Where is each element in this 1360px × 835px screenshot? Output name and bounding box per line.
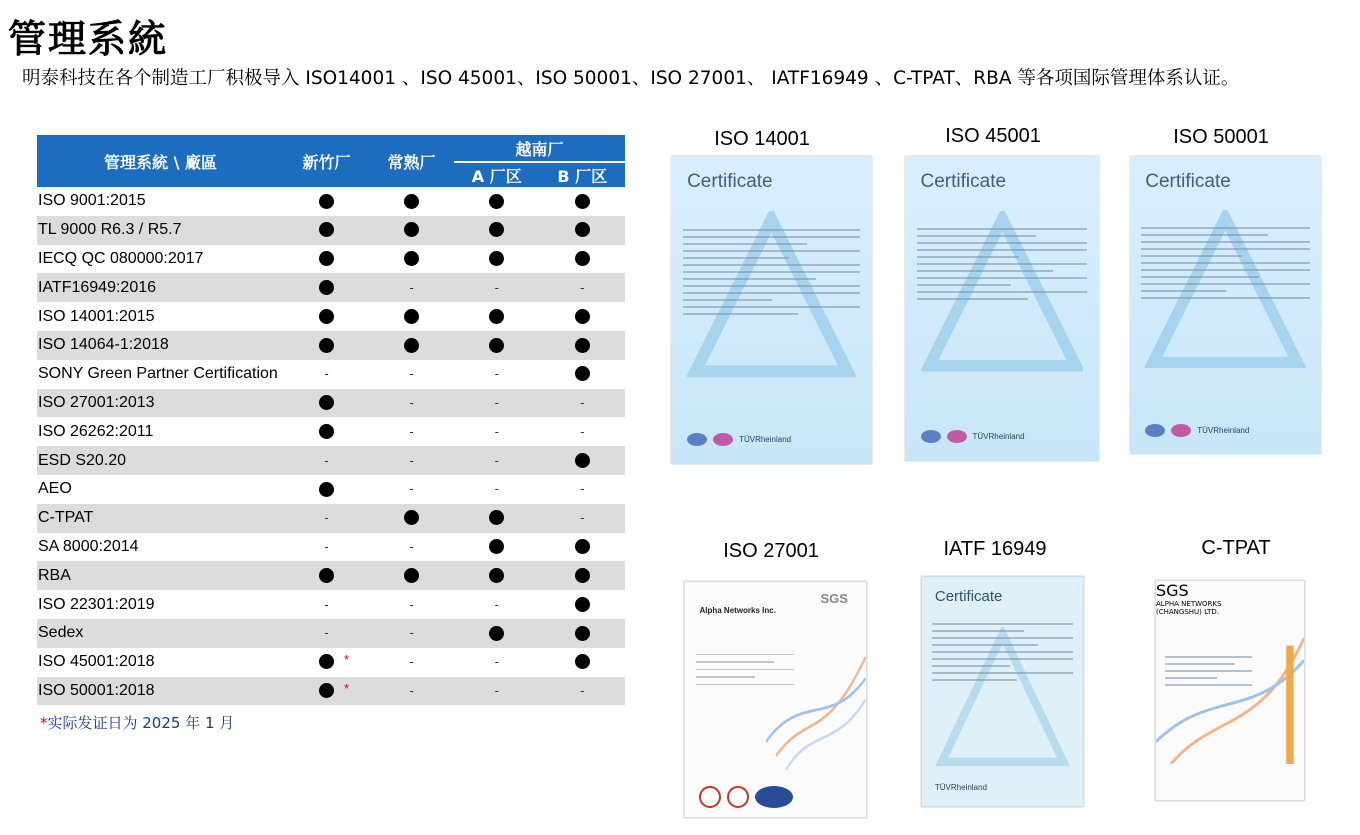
- footnote-star: *: [40, 714, 48, 732]
- certified-dot-icon: [575, 654, 590, 669]
- certified-dot-icon: [489, 338, 504, 353]
- row-system-name: ISO 9001:2015: [38, 192, 146, 210]
- cell-changshu: [369, 533, 454, 562]
- not-applicable-mark: -: [324, 625, 329, 641]
- cell-zone-a: [454, 677, 540, 706]
- cell-zone-a: [454, 590, 540, 619]
- not-applicable-mark: -: [409, 538, 414, 554]
- cell-zone-a: [454, 648, 540, 677]
- certified-dot-icon: [404, 338, 419, 353]
- certified-dot-icon: [575, 626, 590, 641]
- row-system-name: ISO 45001:2018: [38, 653, 155, 671]
- cell-zone-b: [540, 619, 626, 648]
- tuv-brand: TÜVRheinland: [972, 432, 1025, 442]
- cell-changshu: [369, 302, 454, 331]
- cell-zone-b: [540, 648, 626, 677]
- cell-hsinchu: [284, 677, 369, 706]
- cert-label-iso14001: ISO 14001: [714, 128, 810, 150]
- cell-changshu: [369, 446, 454, 475]
- not-applicable-mark: -: [324, 452, 329, 468]
- table-row: [37, 504, 625, 533]
- cell-hsinchu: [284, 475, 369, 504]
- table-row: [37, 245, 625, 274]
- certificate-holder: ALPHA NETWORKS (CHANGSHU) LTD.: [1156, 600, 1222, 616]
- footnote-star-mark: *: [344, 680, 350, 696]
- cell-zone-b: [540, 302, 626, 331]
- row-system-name: ISO 26262:2011: [38, 422, 154, 440]
- not-applicable-mark: -: [494, 394, 499, 410]
- taf-seal-icon: [947, 430, 967, 443]
- certified-dot-icon: [489, 510, 504, 525]
- certified-dot-icon: [319, 338, 334, 353]
- not-applicable-mark: -: [580, 481, 585, 497]
- certification-table: [37, 135, 625, 705]
- not-applicable-mark: -: [409, 452, 414, 468]
- certified-dot-icon: [575, 251, 590, 266]
- iaf-seal-icon: [921, 430, 941, 443]
- not-applicable-mark: -: [324, 510, 329, 526]
- table-row: [37, 648, 625, 677]
- certified-dot-icon: [319, 309, 334, 324]
- table-row: [37, 389, 625, 418]
- certified-dot-icon: [319, 654, 334, 669]
- cell-changshu: [369, 475, 454, 504]
- cell-changshu: [369, 187, 454, 216]
- cell-zone-a: [454, 475, 540, 504]
- certificate-image-iso45001: [905, 156, 1099, 461]
- certified-dot-icon: [319, 568, 334, 583]
- certified-dot-icon: [404, 309, 419, 324]
- cell-hsinchu: [284, 619, 369, 648]
- page-title: 管理系統: [8, 17, 169, 61]
- taf-seal-icon: [713, 433, 733, 446]
- certified-dot-icon: [319, 395, 334, 410]
- row-system-name: IATF16949:2016: [37, 273, 284, 302]
- header-system-site: 管理系統 \ 廠區: [37, 135, 284, 187]
- not-applicable-mark: -: [580, 510, 585, 526]
- not-applicable-mark: -: [409, 654, 414, 670]
- certificate-heading: Certificate: [934, 588, 1003, 606]
- cell-zone-b: [540, 590, 626, 619]
- cell-hsinchu: [284, 648, 369, 677]
- table-row: [37, 417, 625, 446]
- cell-hsinchu: [284, 302, 369, 331]
- row-system-name: SONY Green Partner Certification: [38, 365, 278, 383]
- certified-dot-icon: [404, 222, 419, 237]
- row-system-name: ISO 27001:2013: [37, 389, 284, 418]
- certified-dot-icon: [575, 597, 590, 612]
- not-applicable-mark: -: [494, 481, 499, 497]
- not-applicable-mark: -: [409, 682, 414, 698]
- cell-hsinchu: [284, 273, 369, 302]
- footnote-text: 实际发证日为 2025 年 1 月: [47, 714, 235, 732]
- table-row: [37, 590, 625, 619]
- not-applicable-mark: -: [409, 481, 414, 497]
- cell-zone-b: [540, 273, 626, 302]
- table-row: [37, 216, 625, 245]
- cell-zone-a: [454, 360, 540, 389]
- cell-changshu: [369, 561, 454, 590]
- certificate-image-ctpat: [1155, 580, 1305, 801]
- cell-zone-a: [454, 417, 540, 446]
- footnote-star-mark: *: [344, 651, 350, 667]
- table-row: [37, 533, 625, 562]
- not-applicable-mark: -: [409, 279, 414, 295]
- certified-dot-icon: [319, 194, 334, 209]
- certified-dot-icon: [489, 568, 504, 583]
- cell-zone-b: [540, 417, 626, 446]
- tuv-brand: TÜVRheinland: [1197, 425, 1250, 435]
- row-system-name: ISO 14064-1:2018: [37, 331, 284, 360]
- cell-changshu: [369, 389, 454, 418]
- certified-dot-icon: [489, 194, 504, 209]
- cell-hsinchu: [284, 590, 369, 619]
- cell-changshu: [369, 360, 454, 389]
- cell-hsinchu: [284, 417, 369, 446]
- certified-dot-icon: [489, 539, 504, 554]
- cell-zone-a: [454, 245, 540, 274]
- table-row: [37, 187, 625, 216]
- cell-zone-a: [454, 216, 540, 245]
- certified-dot-icon: [489, 222, 504, 237]
- certified-dot-icon: [489, 626, 504, 641]
- cert-label-iatf16949: IATF 16949: [943, 538, 1047, 560]
- row-system-name: AEO: [38, 480, 72, 498]
- cell-changshu: [369, 273, 454, 302]
- row-system-name: SA 8000:2014: [38, 537, 139, 555]
- header-hsinchu: 新竹厂: [284, 135, 369, 187]
- certificate-heading: Certificate: [1145, 170, 1231, 192]
- certified-dot-icon: [575, 222, 590, 237]
- table-row: [37, 677, 625, 706]
- footnote: [40, 712, 234, 733]
- certificate-image-iso50001: [1130, 156, 1321, 454]
- certificate-heading: Certificate: [920, 171, 1007, 193]
- cell-zone-a: [454, 504, 540, 533]
- row-system-name: ISO 22301:2019: [38, 595, 155, 613]
- certified-dot-icon: [575, 539, 590, 554]
- certified-dot-icon: [319, 482, 334, 497]
- row-system-name: C-TPAT: [37, 504, 284, 533]
- not-applicable-mark: -: [409, 596, 414, 612]
- cell-changshu: [369, 619, 454, 648]
- cell-zone-b: [540, 216, 626, 245]
- cert-label-iso45001: ISO 45001: [945, 125, 1041, 147]
- cell-changshu: [369, 331, 454, 360]
- not-applicable-mark: -: [324, 596, 329, 612]
- not-applicable-mark: -: [324, 538, 329, 554]
- cell-zone-a: [454, 561, 540, 590]
- not-applicable-mark: -: [580, 682, 585, 698]
- cert-label-iso50001: ISO 50001: [1173, 126, 1269, 148]
- ukas-badge-icon: [699, 786, 721, 808]
- certified-dot-icon: [319, 683, 334, 698]
- row-system-name: IECQ QC 080000:2017: [38, 249, 204, 267]
- iaf-seal-icon: [687, 433, 707, 446]
- row-system-name: TL 9000 R6.3 / R5.7: [37, 216, 284, 245]
- table-row: [37, 475, 625, 504]
- table-row: [37, 331, 625, 360]
- header-zone-b: B 厂区: [540, 162, 626, 187]
- cell-hsinchu: [284, 187, 369, 216]
- certified-dot-icon: [319, 222, 334, 237]
- certified-dot-icon: [575, 309, 590, 324]
- cell-changshu: [369, 504, 454, 533]
- certificate-heading: Certificate: [687, 171, 773, 193]
- header-zone-a: A 厂区: [454, 162, 540, 187]
- table-row: [37, 561, 625, 590]
- cell-zone-a: [454, 446, 540, 475]
- not-applicable-mark: -: [494, 279, 499, 295]
- certificate-image-iso14001: [671, 156, 872, 464]
- cell-hsinchu: [284, 533, 369, 562]
- not-applicable-mark: -: [494, 452, 499, 468]
- cell-changshu: [369, 677, 454, 706]
- header-vietnam: 越南厂: [454, 135, 625, 162]
- iaf-seal-icon: [1145, 424, 1165, 437]
- cell-zone-a: [454, 273, 540, 302]
- tuv-brand: TÜVRheinland: [739, 434, 792, 444]
- not-applicable-mark: -: [494, 682, 499, 698]
- cell-hsinchu: [284, 561, 369, 590]
- cell-zone-a: [454, 331, 540, 360]
- page-subtitle: 明泰科技在各个制造工厂积极导入 ISO14001 、ISO 45001、ISO 50001、ISO 27001、 IATF16949 、C-TPAT、RBA 等各项国际管理体系认证。: [22, 68, 1240, 89]
- not-applicable-mark: -: [409, 394, 414, 410]
- cell-zone-b: [540, 561, 626, 590]
- cell-hsinchu: [284, 446, 369, 475]
- not-applicable-mark: -: [324, 366, 329, 382]
- header-changshu: 常熟厂: [369, 135, 454, 187]
- not-applicable-mark: -: [409, 423, 414, 439]
- sgs-logo: SGS: [820, 591, 848, 607]
- certificate-holder: Alpha Networks Inc.: [699, 605, 776, 615]
- table-row: [37, 302, 625, 331]
- cell-zone-b: [540, 677, 626, 706]
- taf-seal-icon: [1171, 424, 1191, 437]
- cert-badge-icon: [727, 786, 749, 808]
- row-system-name: ESD S20.20: [37, 446, 284, 475]
- not-applicable-mark: -: [580, 279, 585, 295]
- table-row: [37, 446, 625, 475]
- not-applicable-mark: -: [409, 625, 414, 641]
- certified-dot-icon: [404, 251, 419, 266]
- not-applicable-mark: -: [580, 423, 585, 439]
- not-applicable-mark: -: [580, 394, 585, 410]
- cell-zone-a: [454, 389, 540, 418]
- sgs-logo: SGS: [1156, 581, 1189, 600]
- certified-dot-icon: [404, 510, 419, 525]
- cell-hsinchu: [284, 216, 369, 245]
- not-applicable-mark: -: [494, 654, 499, 670]
- cell-zone-b: [540, 446, 626, 475]
- cell-hsinchu: [284, 360, 369, 389]
- certified-dot-icon: [489, 251, 504, 266]
- table-row: [37, 360, 625, 389]
- cell-zone-b: [540, 331, 626, 360]
- row-system-name: ISO 14001:2015: [38, 307, 155, 325]
- cell-zone-a: [454, 533, 540, 562]
- cell-changshu: [369, 245, 454, 274]
- not-applicable-mark: -: [494, 423, 499, 439]
- row-system-name: RBA: [37, 561, 284, 590]
- certified-dot-icon: [575, 568, 590, 583]
- not-applicable-mark: -: [494, 596, 499, 612]
- cell-changshu: [369, 216, 454, 245]
- cell-zone-b: [540, 360, 626, 389]
- cell-hsinchu: [284, 331, 369, 360]
- cert-label-ctpat: C-TPAT: [1201, 537, 1271, 559]
- cell-zone-b: [540, 245, 626, 274]
- row-system-name: Sedex: [37, 619, 284, 648]
- table-body: [37, 187, 625, 705]
- row-system-name: ISO 50001:2018: [37, 677, 284, 706]
- certified-dot-icon: [404, 194, 419, 209]
- cell-zone-b: [540, 389, 626, 418]
- tuv-brand: TÜVRheinland: [934, 783, 987, 793]
- cell-hsinchu: [284, 245, 369, 274]
- cell-zone-a: [454, 187, 540, 216]
- cell-zone-b: [540, 187, 626, 216]
- certified-dot-icon: [319, 251, 334, 266]
- certified-dot-icon: [489, 309, 504, 324]
- cell-hsinchu: [284, 389, 369, 418]
- not-applicable-mark: -: [494, 366, 499, 382]
- not-applicable-mark: -: [409, 366, 414, 382]
- certified-dot-icon: [575, 194, 590, 209]
- cell-zone-b: [540, 533, 626, 562]
- cell-zone-b: [540, 504, 626, 533]
- cert-label-iso27001: ISO 27001: [723, 540, 819, 562]
- cell-zone-a: [454, 619, 540, 648]
- certified-dot-icon: [319, 280, 334, 295]
- table-row: [37, 273, 625, 302]
- cell-zone-a: [454, 302, 540, 331]
- cell-changshu: [369, 590, 454, 619]
- cell-changshu: [369, 417, 454, 446]
- certified-dot-icon: [319, 424, 334, 439]
- iaf-badge-icon: [755, 786, 793, 808]
- cell-changshu: [369, 648, 454, 677]
- certified-dot-icon: [404, 568, 419, 583]
- cell-hsinchu: [284, 504, 369, 533]
- certificate-image-iatf16949: [921, 576, 1084, 807]
- certified-dot-icon: [575, 453, 590, 468]
- table-row: [37, 619, 625, 648]
- cell-zone-b: [540, 475, 626, 504]
- certified-dot-icon: [575, 338, 590, 353]
- certificate-image-iso27001: [684, 581, 867, 818]
- certified-dot-icon: [575, 366, 590, 381]
